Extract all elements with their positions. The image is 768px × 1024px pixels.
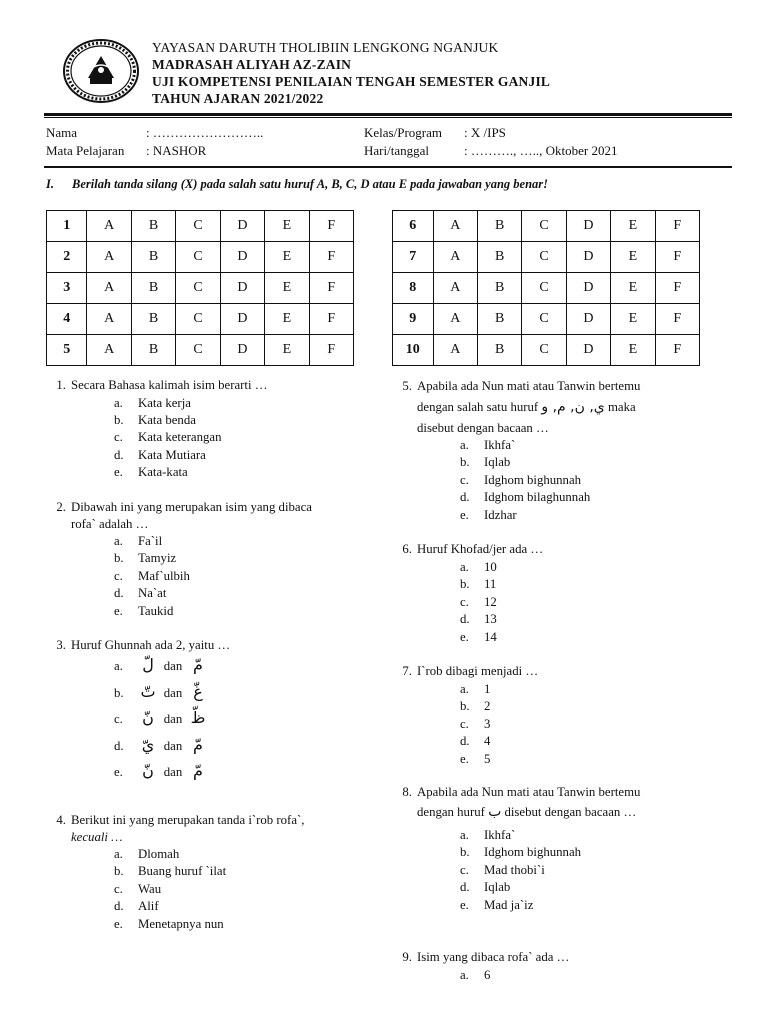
option-item[interactable] [460, 897, 533, 914]
answer-choice-e[interactable]: E [265, 273, 309, 304]
option-item[interactable] [460, 698, 490, 715]
option-letter: a. [460, 682, 469, 696]
option-letter: d. [460, 490, 470, 505]
option-letter: a. [460, 560, 469, 574]
info-divider [44, 166, 732, 168]
option-item[interactable] [114, 568, 190, 585]
option-letter: c. [460, 862, 469, 877]
option-letter: e. [114, 464, 123, 479]
question-text: I`rob dibagi menjadi … [417, 664, 539, 678]
option-letter: c. [460, 594, 469, 609]
option-item[interactable] [114, 898, 159, 915]
option-text: Mad thobi`i [484, 862, 545, 877]
header-divider-thin [44, 117, 732, 118]
answer-grid-right [392, 210, 700, 366]
answer-row [47, 335, 354, 366]
option-item[interactable] [460, 594, 497, 611]
answer-choice-f[interactable]: F [655, 335, 699, 366]
option-text: Maf`ulbih [138, 568, 190, 583]
option-item[interactable] [114, 735, 208, 754]
option-item[interactable] [114, 603, 173, 620]
option-text: Kata kerja [138, 396, 191, 410]
answer-choice-b[interactable]: B [477, 273, 521, 304]
option-item[interactable] [114, 708, 208, 727]
answer-row [393, 242, 700, 273]
option-text: Kata Mutiara [138, 447, 206, 462]
answer-choice-e[interactable]: E [611, 304, 655, 335]
option-text: Na`at [138, 586, 167, 601]
arabic-letters: ي, ن, م, و [541, 399, 605, 415]
answer-choice-f[interactable]: F [655, 273, 699, 304]
answer-choice-e[interactable]: E [611, 335, 655, 366]
arabic-letter: ظّ [190, 708, 206, 727]
question-text [417, 399, 636, 416]
answer-choice-d[interactable]: D [220, 242, 264, 273]
date-value: : ………., ….., Oktober 2021 [464, 143, 618, 158]
option-item[interactable] [114, 412, 196, 429]
answer-choice-c[interactable]: C [522, 273, 566, 304]
option-text: Menetapnya nun [138, 916, 224, 931]
answer-choice-b[interactable]: B [131, 273, 175, 304]
option-item[interactable] [460, 611, 497, 628]
option-letter: b. [114, 685, 124, 700]
answer-choice-e[interactable]: E [611, 242, 655, 273]
option-letter: e. [114, 916, 123, 931]
answer-row-number: 7 [393, 242, 434, 273]
answer-choice-f[interactable]: F [655, 304, 699, 335]
answer-choice-f[interactable]: F [309, 242, 353, 273]
answer-choice-b[interactable]: B [477, 211, 521, 242]
answer-choice-d[interactable]: D [220, 273, 264, 304]
option-text: dan [163, 659, 183, 673]
question-text: Dibawah ini yang merupakan isim yang dibaca [71, 500, 312, 514]
instruction [46, 177, 548, 192]
question-number: 1. [56, 378, 66, 392]
option-text: Idghom bighunnah [484, 845, 582, 860]
answer-choice-a[interactable]: A [433, 335, 477, 366]
answer-choice-e[interactable]: E [611, 211, 655, 242]
answer-choice-a[interactable]: A [87, 304, 131, 335]
option-text: Idghom bighunnah [484, 472, 582, 487]
question-text: Huruf Ghunnah ada 2, yaitu … [71, 638, 231, 652]
option-text: Fa`il [138, 534, 163, 548]
option-letter: a. [114, 659, 123, 673]
answer-choice-a[interactable]: A [433, 211, 477, 242]
option-letter: b. [460, 455, 470, 470]
answer-row-number: 5 [47, 335, 87, 366]
option-item[interactable] [460, 967, 490, 984]
question-text: Apabila ada Nun mati atau Tanwin bertemu [417, 785, 641, 799]
answer-choice-b[interactable]: B [477, 335, 521, 366]
question-number: 5. [402, 379, 412, 393]
option-text: 3 [484, 716, 491, 731]
answer-row [47, 304, 354, 335]
option-letter: a. [460, 438, 469, 452]
answer-choice-e[interactable]: E [611, 273, 655, 304]
answer-choice-c[interactable]: C [522, 304, 566, 335]
question-text: Apabila ada Nun mati atau Tanwin bertemu [417, 379, 641, 393]
option-letter: b. [460, 699, 470, 714]
arabic-letter: يّ [141, 734, 155, 754]
option-letter: d. [460, 880, 470, 895]
option-item[interactable] [460, 489, 590, 506]
option-text: dan [163, 738, 183, 753]
arabic-letter: مّ [193, 655, 203, 674]
answer-choice-b[interactable]: B [477, 304, 521, 335]
option-item[interactable] [114, 447, 206, 464]
option-letter: b. [114, 864, 124, 879]
option-text: Mad ja`iz [484, 897, 534, 912]
answer-row-number: 1 [47, 211, 87, 242]
option-letter: e. [460, 897, 469, 912]
arabic-letter: نّ [142, 761, 154, 780]
option-item[interactable] [114, 846, 179, 863]
answer-row-number: 3 [47, 273, 87, 304]
answer-choice-e[interactable]: E [265, 304, 309, 335]
option-item[interactable] [460, 751, 490, 768]
arabic-letters: ب [488, 804, 502, 820]
option-text: Kata benda [138, 413, 196, 428]
answer-row-number: 9 [393, 304, 434, 335]
option-letter: d. [114, 447, 124, 462]
question-text-part: dengan huruf [417, 805, 489, 819]
option-item[interactable] [460, 629, 497, 646]
option-item[interactable] [460, 472, 581, 489]
option-item[interactable] [460, 844, 581, 861]
answer-choice-a[interactable]: A [433, 273, 477, 304]
option-text: Tamyiz [138, 551, 177, 566]
arabic-letter: غّ [193, 681, 203, 701]
option-item[interactable] [114, 550, 176, 567]
answer-row [393, 304, 700, 335]
answer-choice-c[interactable]: C [176, 273, 220, 304]
option-item[interactable] [460, 507, 517, 524]
option-item[interactable] [460, 559, 497, 576]
answer-choice-c[interactable]: C [522, 211, 566, 242]
answer-row [393, 335, 700, 366]
option-item[interactable] [114, 682, 208, 701]
answer-choice-d[interactable]: D [566, 335, 610, 366]
option-text: Alif [138, 899, 159, 914]
answer-choice-b[interactable]: B [131, 335, 175, 366]
answer-choice-d[interactable]: D [566, 242, 610, 273]
answer-choice-f[interactable]: F [309, 304, 353, 335]
option-item[interactable] [460, 454, 510, 471]
option-text: Idghom bilaghunnah [484, 490, 591, 505]
question-text: kecuali … [71, 830, 123, 844]
option-letter: c. [460, 716, 469, 731]
option-letter: d. [114, 738, 124, 753]
question-text: Isim yang dibaca rofa` ada … [417, 950, 570, 964]
option-item[interactable] [460, 862, 545, 879]
name-label: Nama [46, 125, 78, 140]
answer-choice-c[interactable]: C [176, 242, 220, 273]
answer-choice-b[interactable]: B [477, 242, 521, 273]
answer-row [47, 242, 354, 273]
option-text: Taukid [138, 603, 174, 618]
answer-choice-a[interactable]: A [87, 273, 131, 304]
option-text: 10 [484, 560, 497, 574]
option-letter: c. [114, 430, 123, 445]
option-letter: d. [460, 734, 470, 749]
answer-choice-b[interactable]: B [131, 242, 175, 273]
question-number: 2. [56, 500, 66, 514]
answer-row [393, 211, 700, 242]
answer-choice-f[interactable]: F [309, 273, 353, 304]
answer-row-number: 2 [47, 242, 87, 273]
option-text: 4 [484, 734, 491, 749]
question-text: rofa` adalah … [71, 517, 149, 531]
option-item[interactable] [460, 733, 490, 750]
question-text-part: disebut dengan bacaan … [501, 805, 637, 819]
option-item[interactable] [460, 437, 515, 454]
question-text-part: maka [604, 400, 636, 414]
option-letter: e. [114, 603, 123, 618]
answer-choice-c[interactable]: C [176, 304, 220, 335]
option-text: 11 [484, 577, 497, 592]
option-letter: e. [114, 765, 123, 779]
name-value: : …………………….. [146, 125, 264, 140]
foundation-name: YAYASAN DARUTH THOLIBIIN LENGKONG NGANJUK [152, 40, 499, 55]
option-letter: a. [114, 534, 123, 548]
option-text: 13 [484, 612, 497, 627]
answer-choice-c[interactable]: C [522, 242, 566, 273]
option-letter: c. [114, 712, 123, 726]
question-number: 6. [402, 542, 412, 556]
class-label: Kelas/Program [364, 125, 442, 140]
option-text: Idzhar [484, 507, 517, 522]
answer-choice-e[interactable]: E [265, 242, 309, 273]
answer-choice-f[interactable]: F [309, 211, 353, 242]
option-letter: c. [114, 568, 123, 583]
question-text: Secara Bahasa kalimah isim berarti … [71, 378, 268, 392]
arabic-letter: نّ [142, 708, 154, 727]
option-letter: a. [460, 828, 469, 842]
option-text: Ikhfa` [484, 828, 516, 842]
answer-choice-b[interactable]: B [131, 211, 175, 242]
option-text: 6 [484, 968, 491, 982]
answer-grid-left [46, 210, 354, 366]
option-letter: c. [460, 472, 469, 487]
answer-row [47, 211, 354, 242]
option-item[interactable] [460, 716, 490, 733]
question-number: 9. [402, 950, 412, 964]
answer-choice-b[interactable]: B [131, 304, 175, 335]
question-text [417, 804, 636, 821]
question-text-part: dengan salah satu huruf [417, 400, 542, 414]
option-text: dan [163, 685, 183, 700]
question-number: 7. [402, 664, 412, 678]
option-text: Iqlab [484, 880, 511, 895]
option-item[interactable] [114, 395, 191, 412]
option-letter: d. [114, 899, 124, 914]
option-item[interactable] [114, 761, 208, 780]
option-text: 5 [484, 751, 491, 766]
option-text: 12 [484, 594, 497, 609]
answer-choice-a[interactable]: A [87, 211, 131, 242]
option-text: Iqlab [484, 455, 511, 470]
option-letter: e. [460, 751, 469, 766]
option-letter: b. [114, 551, 124, 566]
option-text: Wau [138, 881, 162, 896]
option-text: 14 [484, 629, 497, 644]
option-item[interactable] [460, 576, 496, 593]
option-text: Kata-kata [138, 464, 188, 479]
answer-choice-c[interactable]: C [176, 335, 220, 366]
school-logo [62, 38, 140, 104]
option-item[interactable] [460, 681, 490, 698]
exam-title: UJI KOMPETENSI PENILAIAN TENGAH SEMESTER GANJIL [152, 74, 551, 89]
option-letter: d. [460, 612, 470, 627]
option-letter: a. [114, 847, 123, 861]
option-item[interactable] [114, 916, 224, 933]
option-item[interactable] [114, 863, 226, 880]
option-item[interactable] [114, 585, 166, 602]
answer-choice-d[interactable]: D [220, 211, 264, 242]
option-item[interactable] [114, 655, 208, 674]
answer-choice-e[interactable]: E [265, 335, 309, 366]
question-text: disebut dengan bacaan … [417, 421, 549, 435]
answer-choice-d[interactable]: D [220, 304, 264, 335]
question-text: Huruf Khofad/jer ada … [417, 542, 544, 556]
answer-choice-f[interactable]: F [655, 242, 699, 273]
answer-choice-f[interactable]: F [309, 335, 353, 366]
option-text: 1 [484, 682, 491, 696]
subject-label: Mata Pelajaran [46, 143, 125, 158]
subject-value: : NASHOR [146, 143, 207, 158]
instruction-number: I. [46, 177, 54, 191]
option-letter: b. [114, 413, 124, 428]
question-text: Berikut ini yang merupakan tanda i`rob rofa`, [71, 813, 305, 827]
answer-choice-d[interactable]: D [566, 304, 610, 335]
header-divider [44, 113, 732, 116]
option-text: Kata keterangan [138, 430, 222, 445]
school-name: MADRASAH ALIYAH AZ-ZAIN [152, 57, 352, 72]
option-letter: b. [460, 845, 470, 860]
answer-row-number: 8 [393, 273, 434, 304]
answer-choice-a[interactable]: A [433, 304, 477, 335]
option-letter: a. [460, 968, 469, 982]
answer-choice-c[interactable]: C [176, 211, 220, 242]
option-text: Dlomah [138, 847, 180, 861]
option-text: 2 [484, 699, 491, 714]
question-number: 4. [56, 813, 66, 827]
answer-choice-e[interactable]: E [265, 211, 309, 242]
option-letter: e. [460, 507, 469, 522]
answer-choice-d[interactable]: D [220, 335, 264, 366]
option-item[interactable] [114, 533, 162, 550]
answer-row [393, 273, 700, 304]
arabic-letter: مّ [193, 734, 203, 754]
question-number: 3. [56, 638, 66, 652]
option-text: dan [163, 765, 183, 779]
answer-row-number: 10 [393, 335, 434, 366]
answer-choice-a[interactable]: A [433, 242, 477, 273]
answer-choice-c[interactable]: C [522, 335, 566, 366]
option-letter: e. [460, 629, 469, 644]
instruction-text: Berilah tanda silang (X) pada salah satu huruf A, B, C, D atau E pada jawaban yang benar! [72, 177, 549, 191]
answer-row-number: 4 [47, 304, 87, 335]
option-text: Buang huruf `ilat [138, 864, 227, 879]
option-text: dan [163, 712, 183, 726]
option-item[interactable] [114, 881, 161, 898]
option-item[interactable] [114, 464, 188, 481]
answer-choice-a[interactable]: A [87, 335, 131, 366]
answer-choice-d[interactable]: D [566, 211, 610, 242]
option-letter: d. [114, 586, 124, 601]
academic-year: TAHUN AJARAN 2021/2022 [152, 91, 324, 106]
option-letter: b. [460, 577, 470, 592]
date-label: Hari/tanggal [364, 143, 429, 158]
option-item[interactable] [460, 827, 515, 844]
option-item[interactable] [114, 429, 222, 446]
option-letter: c. [114, 881, 123, 896]
answer-choice-f[interactable]: F [655, 211, 699, 242]
answer-choice-d[interactable]: D [566, 273, 610, 304]
answer-row [47, 273, 354, 304]
option-letter: a. [114, 396, 123, 410]
answer-choice-a[interactable]: A [87, 242, 131, 273]
arabic-letter: تّ [140, 681, 156, 701]
arabic-letter: لّ [142, 655, 154, 674]
class-value: : X /IPS [464, 125, 506, 140]
option-item[interactable] [460, 879, 510, 896]
arabic-letter: مّ [193, 761, 203, 780]
question-number: 8. [402, 785, 412, 799]
option-text: Ikhfa` [484, 438, 516, 452]
answer-row-number: 6 [393, 211, 434, 242]
